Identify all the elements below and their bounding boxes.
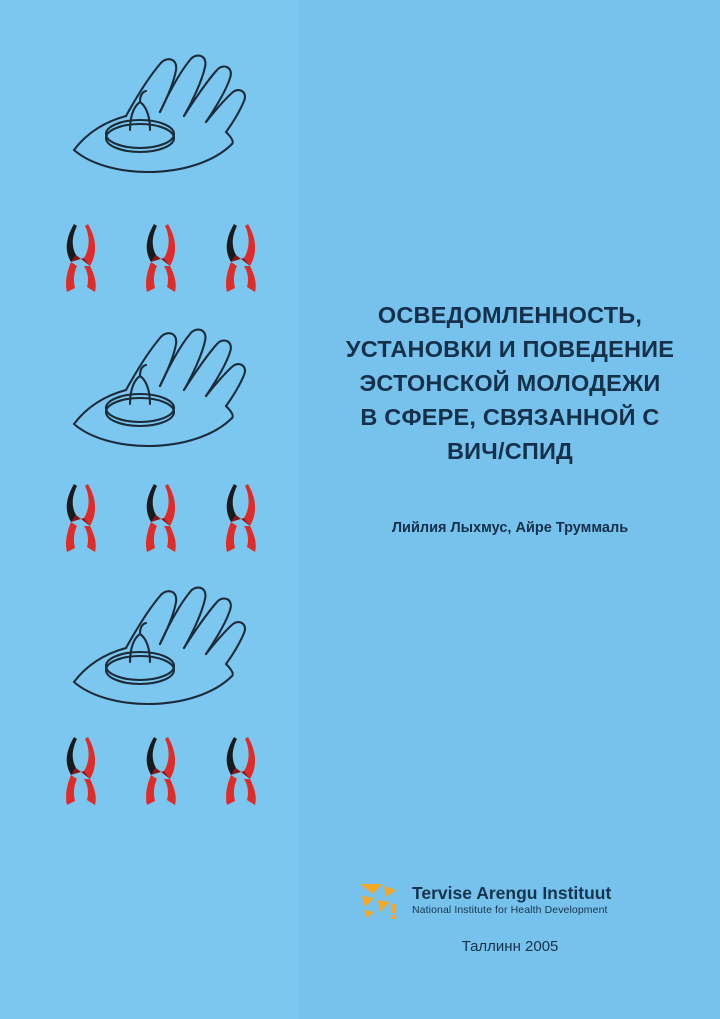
hand-with-condom-icon — [56, 38, 276, 198]
publisher-logo — [358, 874, 688, 926]
aids-awareness-ribbon-icon — [140, 482, 182, 554]
ribbon-row — [60, 735, 280, 815]
health-institute-logo-icon — [358, 880, 400, 920]
hand-with-condom-icon — [56, 570, 276, 730]
title-line: ВИЧ/СПИД — [447, 438, 573, 464]
aids-awareness-ribbon-icon — [60, 222, 102, 294]
ribbon-row — [60, 482, 280, 562]
title-line: ЭСТОНСКОЙ МОЛОДЕЖИ — [359, 370, 661, 396]
publisher-subtitle: National Institute for Health Development — [412, 904, 608, 916]
aids-awareness-ribbon-icon — [140, 222, 182, 294]
publisher-text — [412, 883, 611, 917]
ribbon-row — [60, 222, 280, 302]
text-column — [310, 0, 720, 1019]
aids-awareness-ribbon-icon — [140, 735, 182, 807]
authors: Лийлия Лыхмус, Айре Труммаль — [391, 520, 629, 536]
place-and-year: Таллинн 2005 — [461, 938, 559, 955]
aids-awareness-ribbon-icon — [60, 735, 102, 807]
aids-awareness-ribbon-icon — [220, 222, 262, 294]
artwork-column — [0, 0, 298, 1019]
hand-with-condom-icon — [56, 312, 276, 472]
title-line: ОСВЕДОМЛЕННОСТЬ, — [377, 302, 643, 328]
page-title — [310, 298, 710, 468]
publisher-name: Tervise Arengu Instituut — [412, 883, 612, 903]
title-line: В СФЕРЕ, СВЯЗАННОЙ С — [360, 404, 660, 430]
aids-awareness-ribbon-icon — [60, 482, 102, 554]
title-line: УСТАНОВКИ И ПОВЕДЕНИЕ — [345, 336, 675, 362]
aids-awareness-ribbon-icon — [220, 482, 262, 554]
aids-awareness-ribbon-icon — [220, 735, 262, 807]
